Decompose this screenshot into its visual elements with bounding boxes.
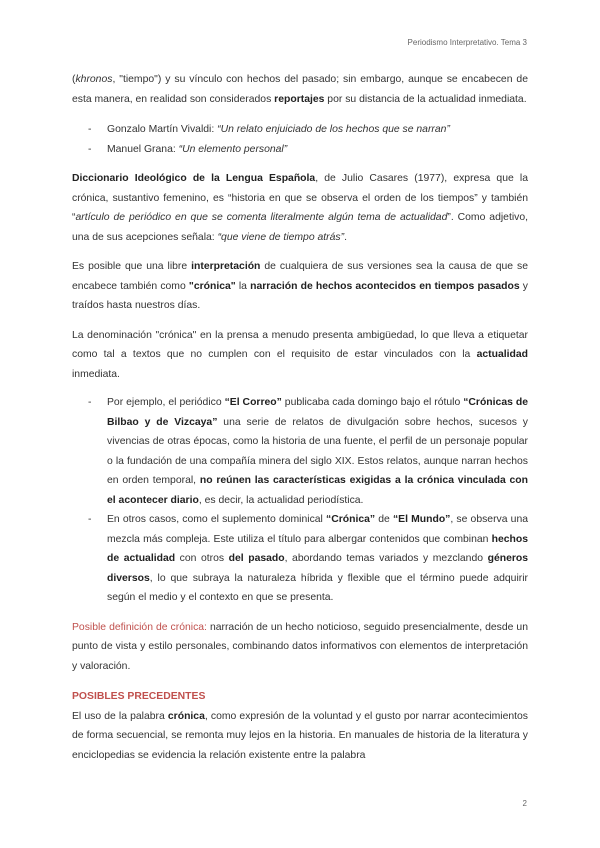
- precedents-paragraph: El uso de la palabra crónica, como expresión de la voluntad y el gusto por narrar acontecimientos de forma secuencial, se remonta muy lejos en la historia. En manuales de historia de la literatura y enciclopedias se evidencia la relación existente entre la palabra: [72, 710, 528, 761]
- list-item: - Por ejemplo, el periódico “El Correo” publicaba cada domingo bajo el rótulo “Crónicas de Bilbao y de Vizcaya” una serie de relatos de divulgación sobre hechos, sucesos y vivencias de otras épocas, como la historia de una fuente, el perfil de un personaje popular o la fundación de una compañía minera del siglo XIX. Estos relatos, aunque narran hechos en orden temporal, no reúnen las características exigidas a la crónica vinculada con el acontecer diario, es decir, la actualidad periodística.: [72, 393, 528, 510]
- page-number: 2: [522, 799, 527, 808]
- definitions-list: [72, 120, 528, 159]
- page-body: [72, 70, 528, 765]
- definition-label: Posible definición de crónica:: [72, 621, 207, 633]
- list-item: - Gonzalo Martín Vivaldi: “Un relato enjuiciado de los hechos que se narran”: [72, 120, 528, 140]
- interpretation-paragraph: Es posible que una libre interpretación de cualquiera de sus versiones sea la causa de que se encabece también como "crónica" la narración de hechos acontecidos en tiempos pasados y traídos hasta nuestros días.: [72, 261, 529, 311]
- running-header: Periodismo Interpretativo. Tema 3: [407, 38, 527, 47]
- examples-list: [72, 393, 528, 608]
- definition-paragraph: Posible definición de crónica: narración de un hecho noticioso, seguido presencialmente, desde un punto de vista y estilo personales, combinando datos informativos con elementos de interpretación y valoración.: [72, 621, 528, 672]
- intro-paragraph: (khronos, "tiempo") y su vínculo con hechos del pasado; sin embargo, aunque se encabecen de esta manera, en realidad son considerados reportajes por su distancia de la actualidad inmediata.: [72, 74, 528, 105]
- list-item: - En otros casos, como el suplemento dominical “Crónica” de “El Mundo”, se observa una mezcla más compleja. Este utiliza el título para albergar contenidos que combinan hechos de actualidad con otros del pasado, abordando temas variados y mezclando géneros diversos, lo que subraya la naturaleza híbrida y flexible que el término puede adquirir según el medio y el contexto en que se presenta.: [72, 510, 528, 608]
- dictionary-paragraph: Diccionario Ideológico de la Lengua Española, de Julio Casares (1977), expresa que la crónica, sustantivo femenino, es “historia en que se observa el orden de los tiempos” y también “artículo de periódico en que se comenta literalmente algún tema de actualidad”. Como adjetivo, una de sus acepciones señala: “que viene de tiempo atrás”.: [72, 173, 528, 243]
- denomination-paragraph: La denominación "crónica" en la prensa a menudo presenta ambigüedad, lo que lleva a etiquetar como tal a textos que no cumplen con el requisito de estar vinculados con la actualidad inmediata.: [72, 329, 528, 380]
- section-heading: POSIBLES PRECEDENTES: [72, 691, 206, 702]
- list-item: - Manuel Grana: “Un elemento personal”: [72, 140, 528, 160]
